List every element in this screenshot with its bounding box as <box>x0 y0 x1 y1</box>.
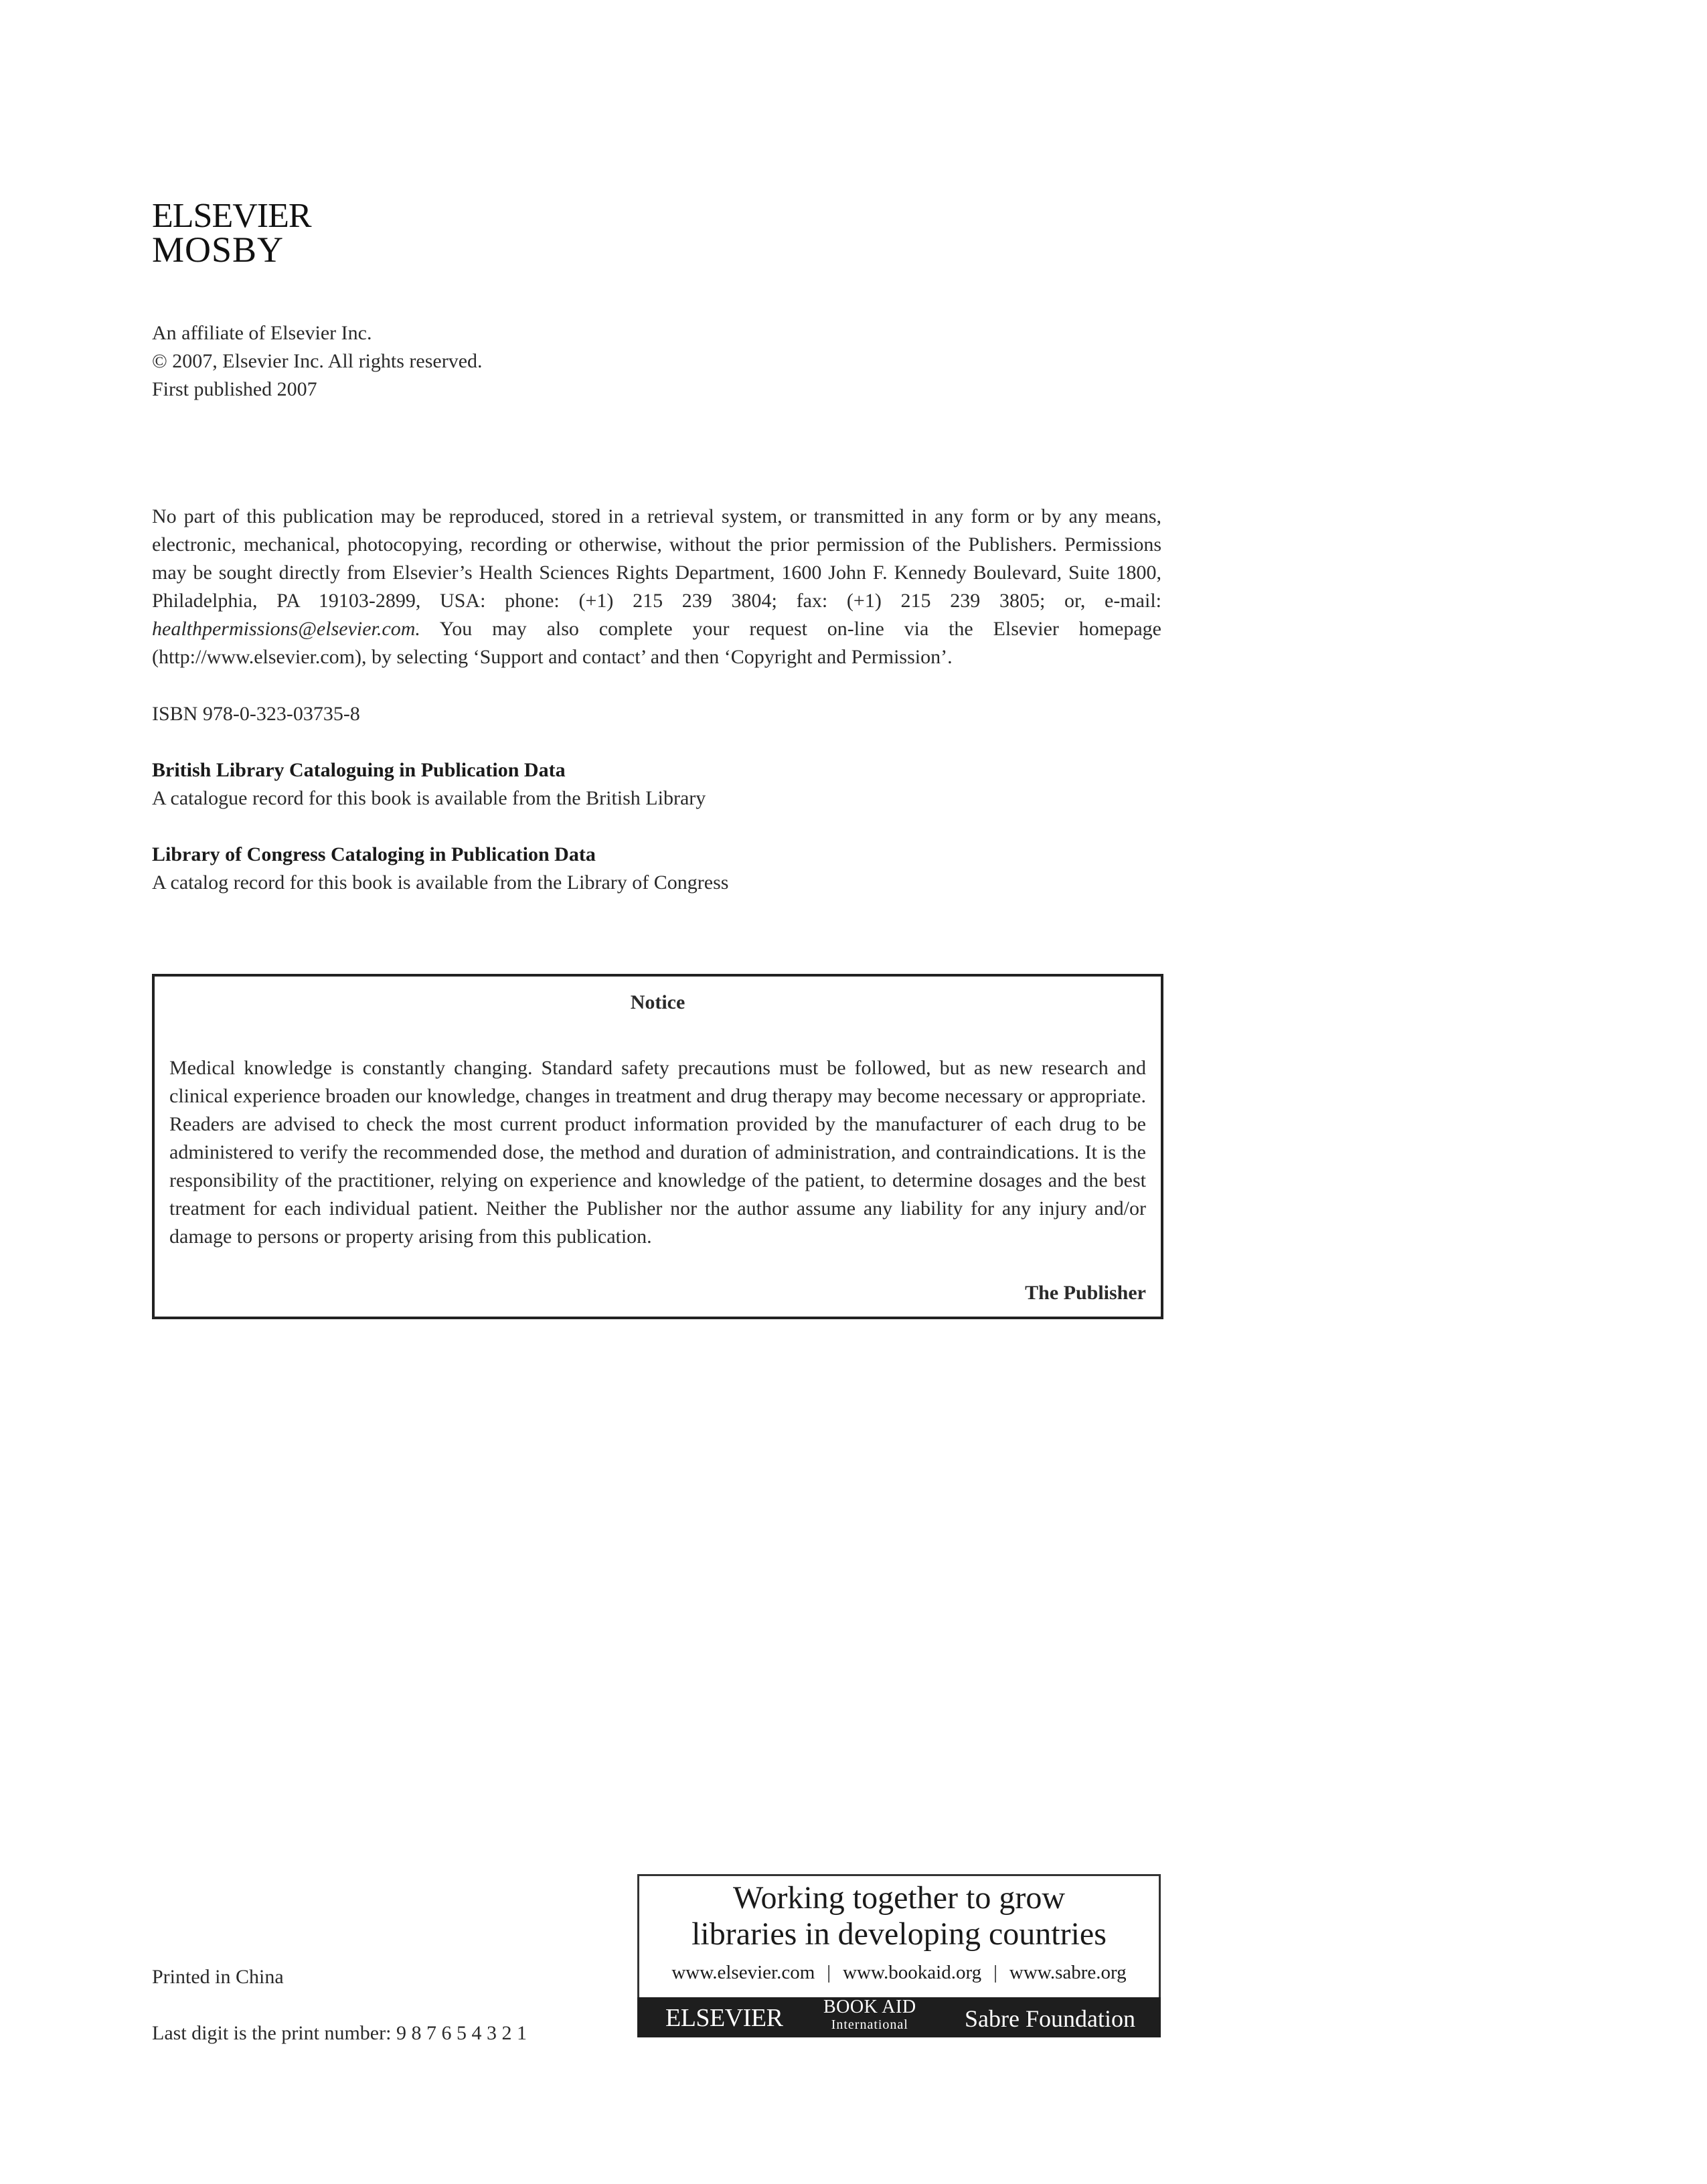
bar-sabre-logo: Sabre Foundation <box>965 2005 1135 2032</box>
logo-elsevier: ELSEVIER <box>152 197 311 235</box>
banner-link-elsevier[interactable]: www.elsevier.com <box>671 1962 815 1983</box>
banner-link-bookaid[interactable]: www.bookaid.org <box>843 1962 982 1983</box>
british-library-text: A catalogue record for this book is available from the British Library <box>152 787 706 809</box>
notice-body: Medical knowledge is constantly changing. Standard safety precautions must be followed, but as new research and clinical experience broaden our knowledge, changes in treatment and drug therapy may become necessary or appropriate. Readers are advised to check the most current product information provided by the manufacturer of each drug to be administered to verify the recommended dose, the method and duration of administration, and contraindications. It is the responsibility of the practitioner, relying on experience and knowledge of the patient, to determine dosages and the best treatment for each individual patient. Neither the Publisher nor the author assume any liability for any injury and/or damage to persons or property arising from this publication. <box>169 1057 1146 1248</box>
banner-title-line1: Working together to grow <box>732 1880 1066 1916</box>
bar-bookaid-line2: International <box>831 2017 908 2032</box>
banner-separator: | <box>993 1962 997 1983</box>
permissions-paragraph <box>152 503 1161 671</box>
permissions-text-end: You may also complete your request on-line via the Elsevier homepage (http://www.elsevier.com), by selecting ‘Support and contact’ and then ‘Copyright and Permission’. <box>152 618 1161 668</box>
banner-links <box>639 1959 1159 1986</box>
banner-title <box>639 1880 1159 1952</box>
affiliate-line: An affiliate of Elsevier Inc. <box>152 322 372 344</box>
notice-signature: The Publisher <box>1025 1282 1146 1304</box>
banner-title-line2: libraries in developing countries <box>692 1916 1107 1952</box>
book-aid-banner <box>637 1874 1161 2036</box>
banner-separator: | <box>827 1962 831 1983</box>
printed-in-line: Printed in China <box>152 1966 284 1988</box>
bar-bookaid-line1: BOOK AID <box>823 1997 916 2017</box>
british-library-heading: British Library Cataloguing in Publication Data <box>152 759 566 781</box>
permissions-email: healthpermissions@elsevier.com. <box>152 618 420 640</box>
permissions-text-start: No part of this publication may be reproduced, stored in a retrieval system, or transmitted in any form or by any means, electronic, mechanical, photocopying, recording or otherwise, without the prior permission of the Publishers. Permissions may be sought directly from Elsevier’s Health Sciences Rights Department, 1600 John F. Kennedy Boulevard, Suite 1800, Philadelphia, PA 19103-2899, USA: phone: (+1) 215 239 3804; fax: (+1) 215 239 3805; or, e-mail: <box>152 505 1161 612</box>
publisher-logo <box>152 197 311 270</box>
first-published-line: First published 2007 <box>152 378 317 400</box>
library-of-congress-heading: Library of Congress Cataloging in Publication Data <box>152 843 596 865</box>
copyright-line: © 2007, Elsevier Inc. All rights reserved. <box>152 350 483 372</box>
banner-logo-bar <box>637 1997 1161 2037</box>
print-number-line: Last digit is the print number: 9 8 7 6 5 4 3 2 1 <box>152 2022 527 2044</box>
bar-bookaid-logo <box>823 1999 916 2033</box>
library-of-congress-text: A catalog record for this book is available from the Library of Congress <box>152 871 729 894</box>
bar-elsevier-logo: ELSEVIER <box>665 2004 783 2032</box>
isbn-line: ISBN 978-0-323-03735-8 <box>152 703 360 725</box>
notice-box <box>152 974 1163 1319</box>
notice-title: Notice <box>630 991 685 1013</box>
logo-mosby: MOSBY <box>152 230 284 270</box>
banner-link-sabre[interactable]: www.sabre.org <box>1009 1962 1127 1983</box>
